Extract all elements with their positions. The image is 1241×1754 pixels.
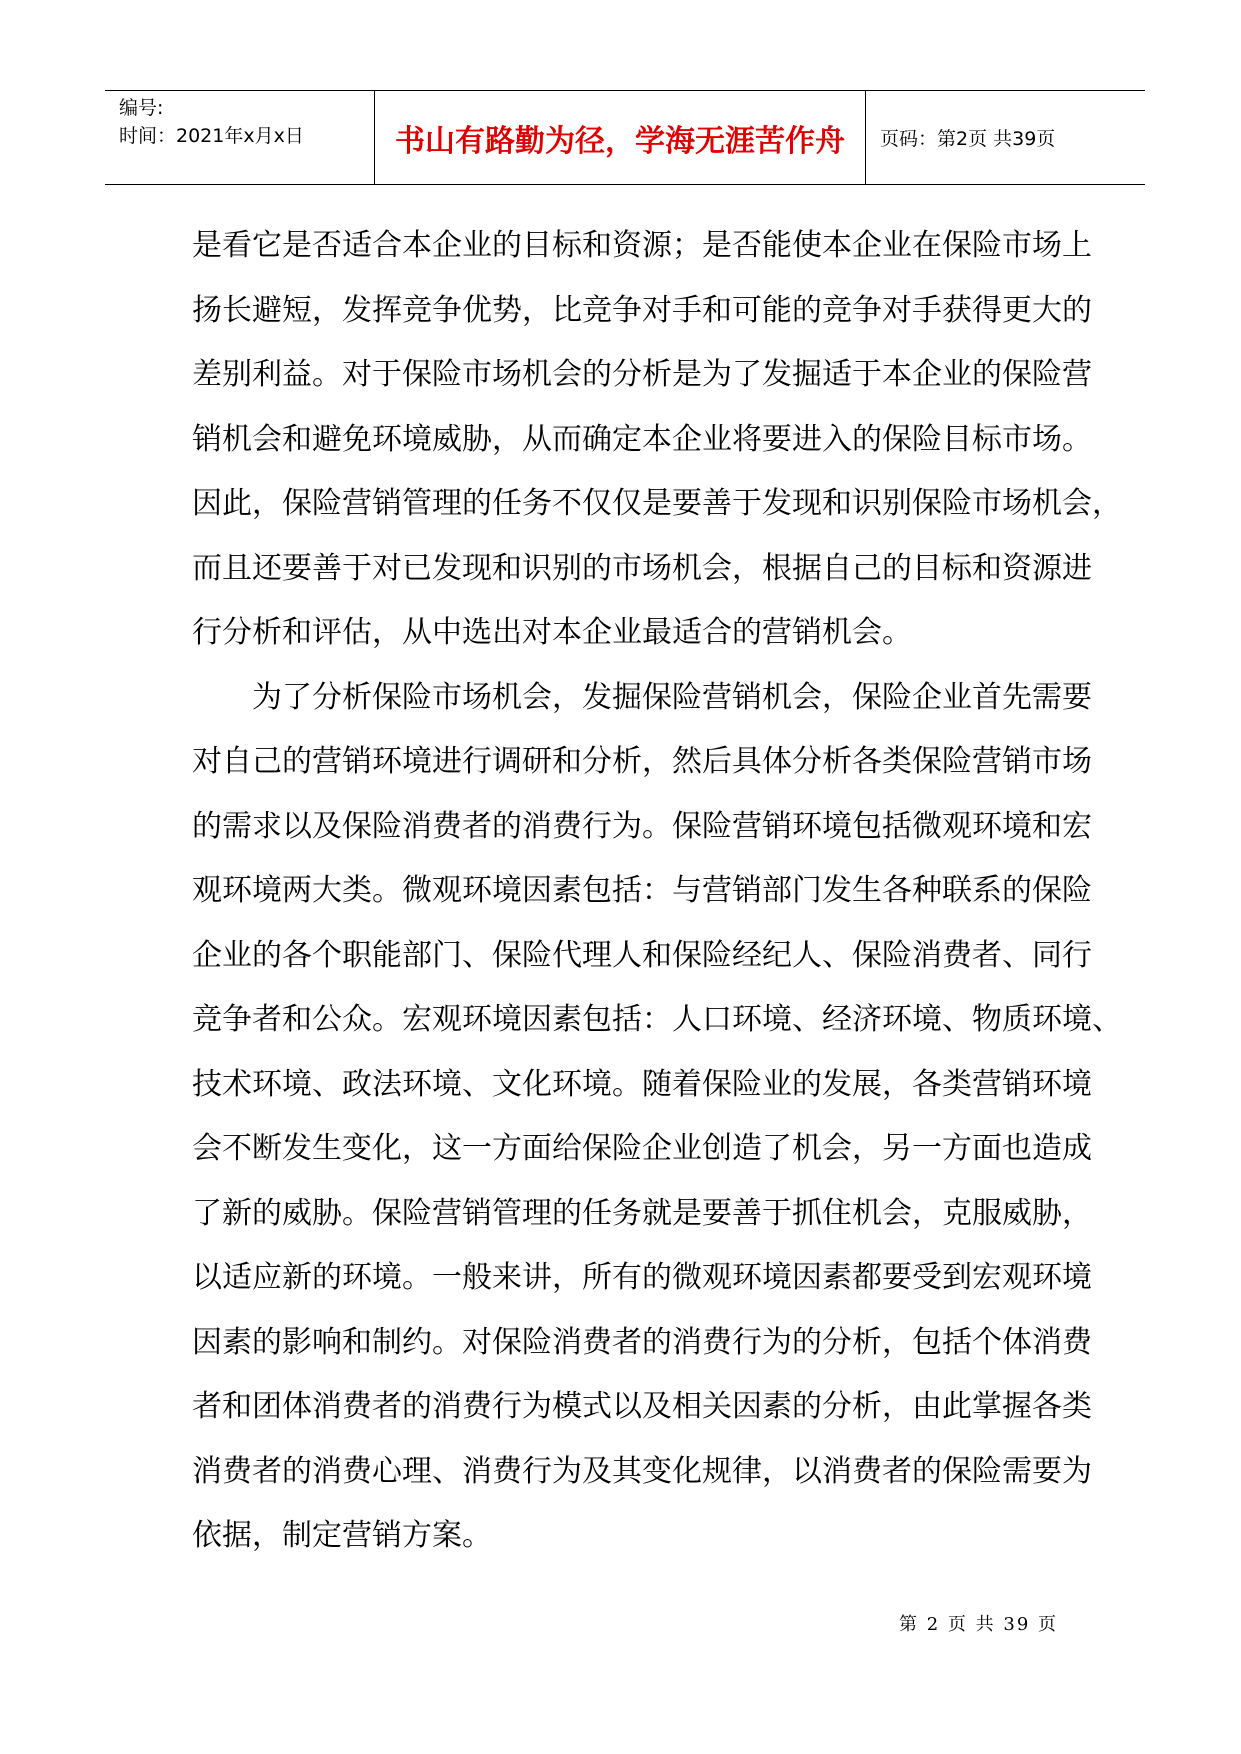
text-line: 会不断发生变化，这一方面给保险企业创造了机会，另一方面也造成 (192, 1131, 1092, 1166)
text-line: 竞争者和公众。宏观环境因素包括：人口环境、经济环境、物质环境、 (192, 1002, 1122, 1037)
text-line: 了新的威胁。保险营销管理的任务就是要善于抓住机会，克服威胁， (192, 1195, 1092, 1231)
text-line: 而且还要善于对已发现和识别的市场机会，根据自己的目标和资源进 (192, 550, 1092, 586)
text-line: 企业的各个职能部门、保险代理人和保险经纪人、保险消费者、同行 (192, 937, 1092, 973)
document-id-label: 编号: (119, 97, 164, 119)
page-header (105, 90, 1145, 185)
text-line: 行分析和评估，从中选出对本企业最适合的营销机会。 (192, 615, 912, 650)
text-line: 差别利益。对于保险市场机会的分析是为了发掘适于本企业的保险营 (192, 357, 1092, 392)
text-line: 消费者的消费心理、消费行为及其变化规律，以消费者的保险需要为 (192, 1453, 1092, 1489)
text-line: 是看它是否适合本企业的目标和资源；是否能使本企业在保险市场上 (192, 228, 1092, 263)
text-line: 因此，保险营销管理的任务不仅仅是要善于发现和识别保险市场机会， (192, 486, 1122, 521)
paragraph-first-line: 为了分析保险市场机会，发掘保险营销机会，保险企业首先需要 (252, 679, 1092, 715)
text-line: 者和团体消费者的消费行为模式以及相关因素的分析，由此掌握各类 (192, 1389, 1092, 1424)
header-left-cell (119, 91, 375, 184)
header-motto: 书山有路勤为径，学海无涯苦作舟 (395, 123, 845, 159)
text-line: 销机会和避免环境威胁，从而确定本企业将要进入的保险目标市场。 (192, 421, 1092, 457)
text-line: 技术环境、政法环境、文化环境。随着保险业的发展，各类营销环境 (192, 1066, 1092, 1102)
text-line: 因素的影响和制约。对保险消费者的消费行为的分析，包括个体消费 (192, 1324, 1092, 1360)
document-time-label: 时间：2021年x月x日 (119, 125, 304, 147)
header-page-label: 页码：第2页 共39页 (865, 91, 1145, 184)
text-line: 对自己的营销环境进行调研和分析，然后具体分析各类保险营销市场 (192, 744, 1092, 779)
text-line: 观环境两大类。微观环境因素包括：与营销部门发生各种联系的保险 (192, 873, 1092, 908)
text-line: 依据，制定营销方案。 (192, 1518, 492, 1553)
page-footer: 第 2 页 共 39 页 (899, 1614, 1058, 1635)
text-line: 扬长避短，发挥竞争优势，比竞争对手和可能的竞争对手获得更大的 (192, 292, 1092, 328)
body-text (192, 214, 1122, 1569)
text-line: 以适应新的环境。一般来讲，所有的微观环境因素都要受到宏观环境 (192, 1260, 1092, 1295)
text-line: 的需求以及保险消费者的消费行为。保险营销环境包括微观环境和宏 (192, 808, 1092, 844)
